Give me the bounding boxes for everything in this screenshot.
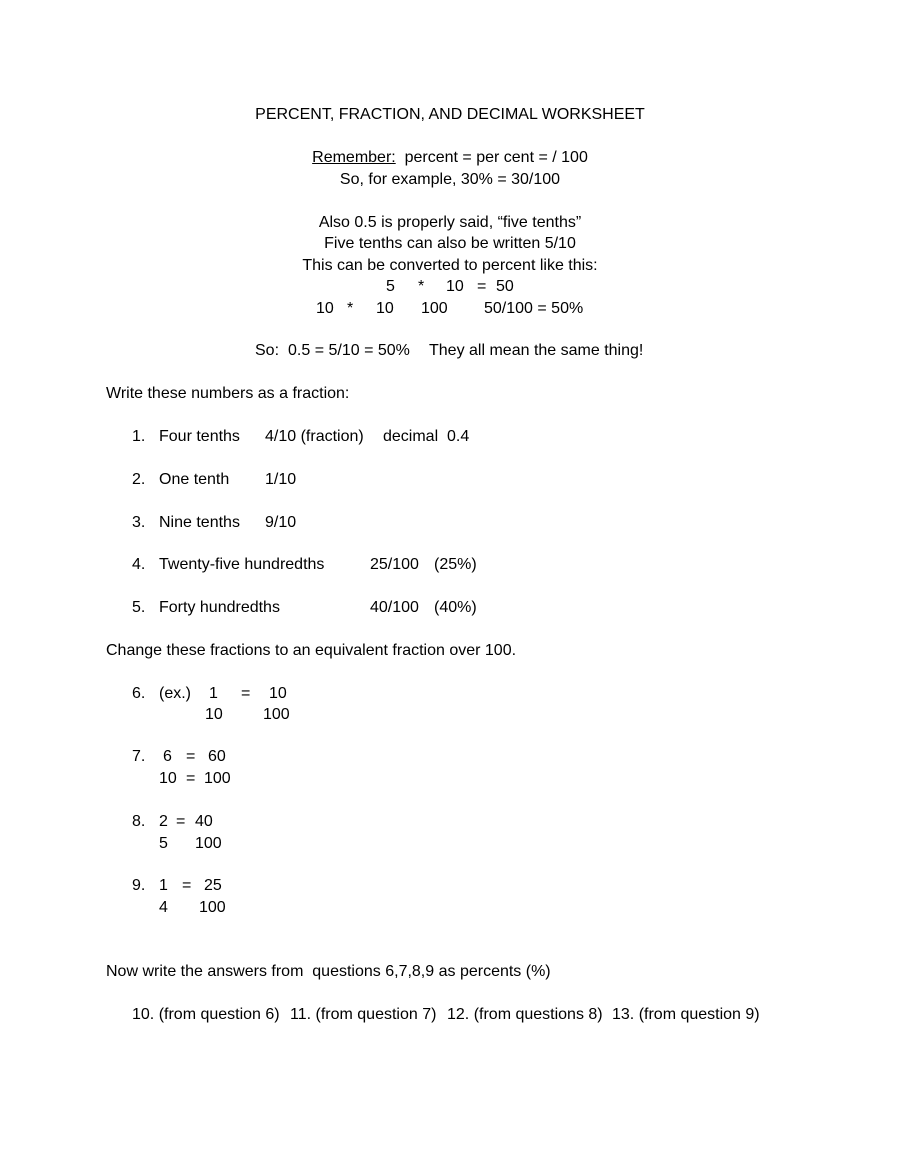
- item-percent: (40%): [434, 599, 477, 616]
- denominator-right: 100: [195, 835, 222, 852]
- calc-bottom-c: 100: [421, 300, 448, 317]
- item-percent: (25%): [434, 556, 477, 573]
- item-fraction: 1/10: [265, 471, 297, 488]
- summary-note: They all mean the same thing!: [429, 342, 644, 359]
- section1-heading: Write these numbers as a fraction:: [106, 385, 350, 402]
- question-number: 6.: [132, 685, 146, 702]
- denominator-left: 10: [205, 706, 223, 723]
- denominator-right: 100: [199, 899, 226, 916]
- calc-bottom-a: 10: [316, 300, 334, 317]
- item-fraction: 40/100: [370, 599, 419, 616]
- denominator-right: 100: [263, 706, 290, 723]
- item-number: 2.: [132, 471, 146, 488]
- item-number: 4.: [132, 556, 146, 573]
- calc-bottom-result: 50/100 = 50%: [484, 300, 584, 317]
- also-line: Also 0.5 is properly said, “five tenths”: [318, 214, 582, 231]
- section2-heading: Change these fractions to an equivalent fraction over 100.: [106, 642, 517, 659]
- numerator-left: 1: [159, 877, 168, 894]
- answer-item: 11. (from question 7): [290, 1006, 437, 1023]
- question-number: 8.: [132, 813, 146, 830]
- five-tenths-line: Five tenths can also be written 5/10: [324, 235, 576, 252]
- item-words: Nine tenths: [159, 514, 240, 531]
- item-words: One tenth: [159, 471, 230, 488]
- answer-item: 12. (from questions 8): [447, 1006, 603, 1023]
- page-title: PERCENT, FRACTION, AND DECIMAL WORKSHEET: [255, 106, 645, 123]
- item-number: 1.: [132, 428, 146, 445]
- item-words: Four tenths: [159, 428, 240, 445]
- numerator-right: 60: [208, 748, 226, 765]
- calc-bottom-b: 10: [376, 300, 394, 317]
- example-label: (ex.): [159, 685, 191, 702]
- equals-sign: =: [182, 877, 192, 894]
- section3-heading: Now write the answers from questions 6,7,8,9 as percents (%): [106, 963, 551, 980]
- remember-text: percent = per cent = / 100: [404, 149, 588, 166]
- calc-top-c: 50: [496, 278, 514, 295]
- equals-sign: =: [186, 748, 196, 765]
- item-fraction: 4/10 (fraction): [265, 428, 364, 445]
- answer-item: 13. (from question 9): [612, 1006, 760, 1023]
- question-number: 7.: [132, 748, 146, 765]
- calc-top-b: 10: [446, 278, 464, 295]
- item-fraction: 9/10: [265, 514, 297, 531]
- numerator-right: 10: [269, 685, 287, 702]
- remember-label: Remember:: [312, 149, 396, 166]
- summary-equation: 0.5 = 5/10 = 50%: [288, 342, 410, 359]
- equals-sign: =: [186, 770, 196, 787]
- numerator-right: 25: [204, 877, 222, 894]
- item-decimal: decimal 0.4: [383, 428, 470, 445]
- calc-top-a: 5: [386, 278, 395, 295]
- item-words: Twenty-five hundredths: [159, 556, 325, 573]
- numerator-left: 6: [163, 748, 172, 765]
- numerator-right: 40: [195, 813, 213, 830]
- denominator-left: 5: [159, 835, 168, 852]
- answer-item: 10. (from question 6): [132, 1006, 280, 1023]
- remember-line: [0, 148, 900, 168]
- numerator-left: 1: [209, 685, 218, 702]
- example-line: So, for example, 30% = 30/100: [339, 171, 561, 188]
- denominator-right: 100: [204, 770, 231, 787]
- item-words: Forty hundredths: [159, 599, 280, 616]
- summary-prefix: So:: [255, 342, 280, 359]
- denominator-left: 4: [159, 899, 168, 916]
- calc-top-op: *: [418, 278, 425, 295]
- equals-sign: =: [176, 813, 186, 830]
- calc-top-eq: =: [477, 278, 487, 295]
- item-number: 5.: [132, 599, 146, 616]
- convert-line: This can be converted to percent like this:: [302, 257, 598, 274]
- numerator-left: 2: [159, 813, 168, 830]
- item-fraction: 25/100: [370, 556, 419, 573]
- calc-bottom-op: *: [347, 300, 354, 317]
- denominator-left: 10: [159, 770, 177, 787]
- equals-sign: =: [241, 685, 251, 702]
- question-number: 9.: [132, 877, 146, 894]
- item-number: 3.: [132, 514, 146, 531]
